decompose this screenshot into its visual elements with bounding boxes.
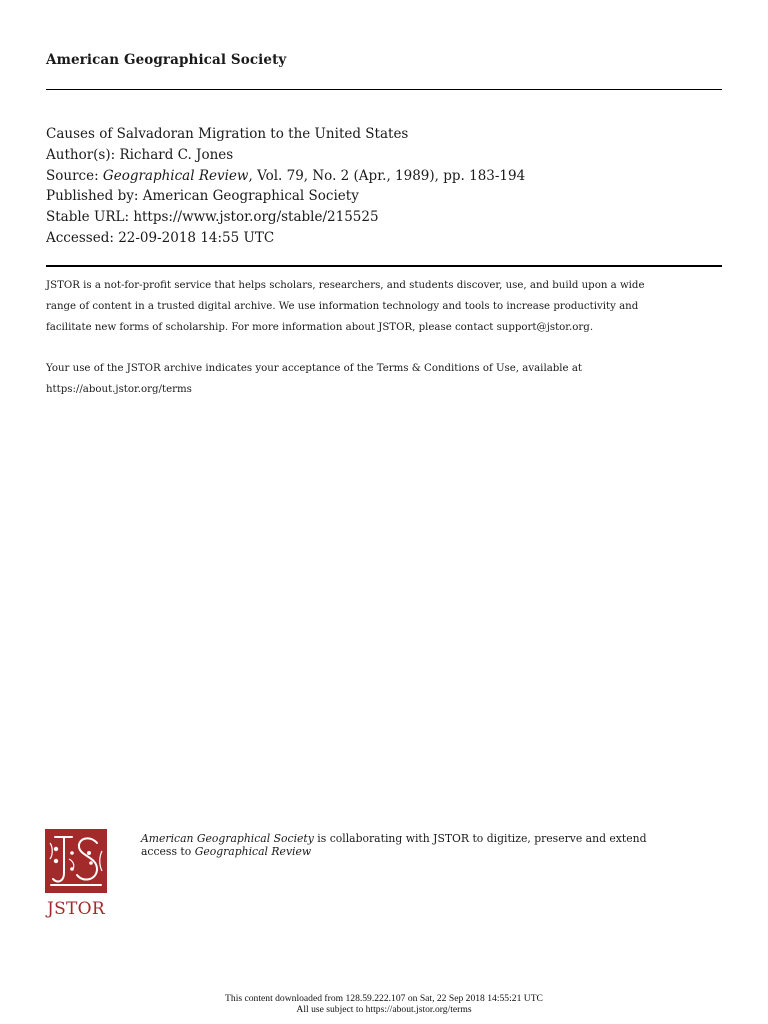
published-label: Published by: [46, 188, 143, 205]
stable-url-label: Stable URL: [46, 209, 134, 226]
notice-line: Your use of the JSTOR archive indicates your acceptance of the Terms & Conditions of Use, available at [46, 362, 582, 374]
notice-line: JSTOR is a not-for-profit service that helps scholars, researchers, and students discover, use, and build upon a wide [46, 280, 645, 291]
jstor-logo[interactable] [45, 829, 107, 919]
download-footer [0, 994, 768, 1015]
article-stable-url-row [46, 207, 525, 228]
jstor-emblem-icon [45, 829, 107, 893]
collaboration-line-2 [141, 845, 646, 858]
authors-value: Richard C. Jones [119, 146, 234, 163]
notice-line: range of content in a trusted digital archive. We use information technology and tools to increase productivity and [46, 301, 639, 313]
article-title: Causes of Salvadoran Migration to the United States [46, 126, 409, 142]
collab-org: American Geographical Society [141, 832, 314, 845]
jstor-wordmark: JSTOR [46, 899, 106, 919]
article-authors-row [46, 145, 525, 166]
authors-label: Author(s): [46, 146, 120, 163]
source-details: , Vol. 79, No. 2 (Apr., 1989), pp. 183-194 [248, 167, 526, 184]
middle-divider [46, 265, 722, 267]
footer-line-1: This content downloaded from 128.59.222.107 on Sat, 22 Sep 2018 14:55:21 UTC [225, 993, 543, 1004]
collab-prefix: access to [141, 845, 195, 858]
notice-paragraph-2 [46, 358, 726, 400]
accessed-label: Accessed: [46, 229, 119, 246]
article-metadata [46, 124, 525, 249]
collaboration-line-1 [141, 832, 646, 845]
source-label: Source: [46, 167, 103, 184]
article-accessed-row [46, 228, 525, 249]
article-publisher-row [46, 186, 525, 207]
top-divider [46, 89, 722, 90]
collab-journal: Geographical Review [194, 845, 312, 858]
notice-line: facilitate new forms of scholarship. For more information about JSTOR, please contact support@jstor.org. [46, 322, 594, 334]
collab-text: is collaborating with JSTOR to digitize, preserve and extend [313, 832, 647, 845]
collaboration-statement [141, 832, 646, 858]
stable-url-link[interactable]: https://www.jstor.org/stable/215525 [133, 209, 379, 226]
article-source-row [46, 166, 525, 187]
terms-link[interactable]: https://about.jstor.org/terms [46, 383, 192, 395]
journal-name: Geographical Review [102, 167, 249, 184]
footer-line-2: All use subject to https://about.jstor.org/terms [296, 1003, 472, 1015]
notice-paragraph-1 [46, 275, 726, 339]
published-value: American Geographical Society [142, 188, 359, 205]
publisher-name: American Geographical Society [46, 52, 287, 68]
accessed-value: 22-09-2018 14:55 UTC [118, 229, 275, 246]
jstor-notice [46, 275, 726, 400]
